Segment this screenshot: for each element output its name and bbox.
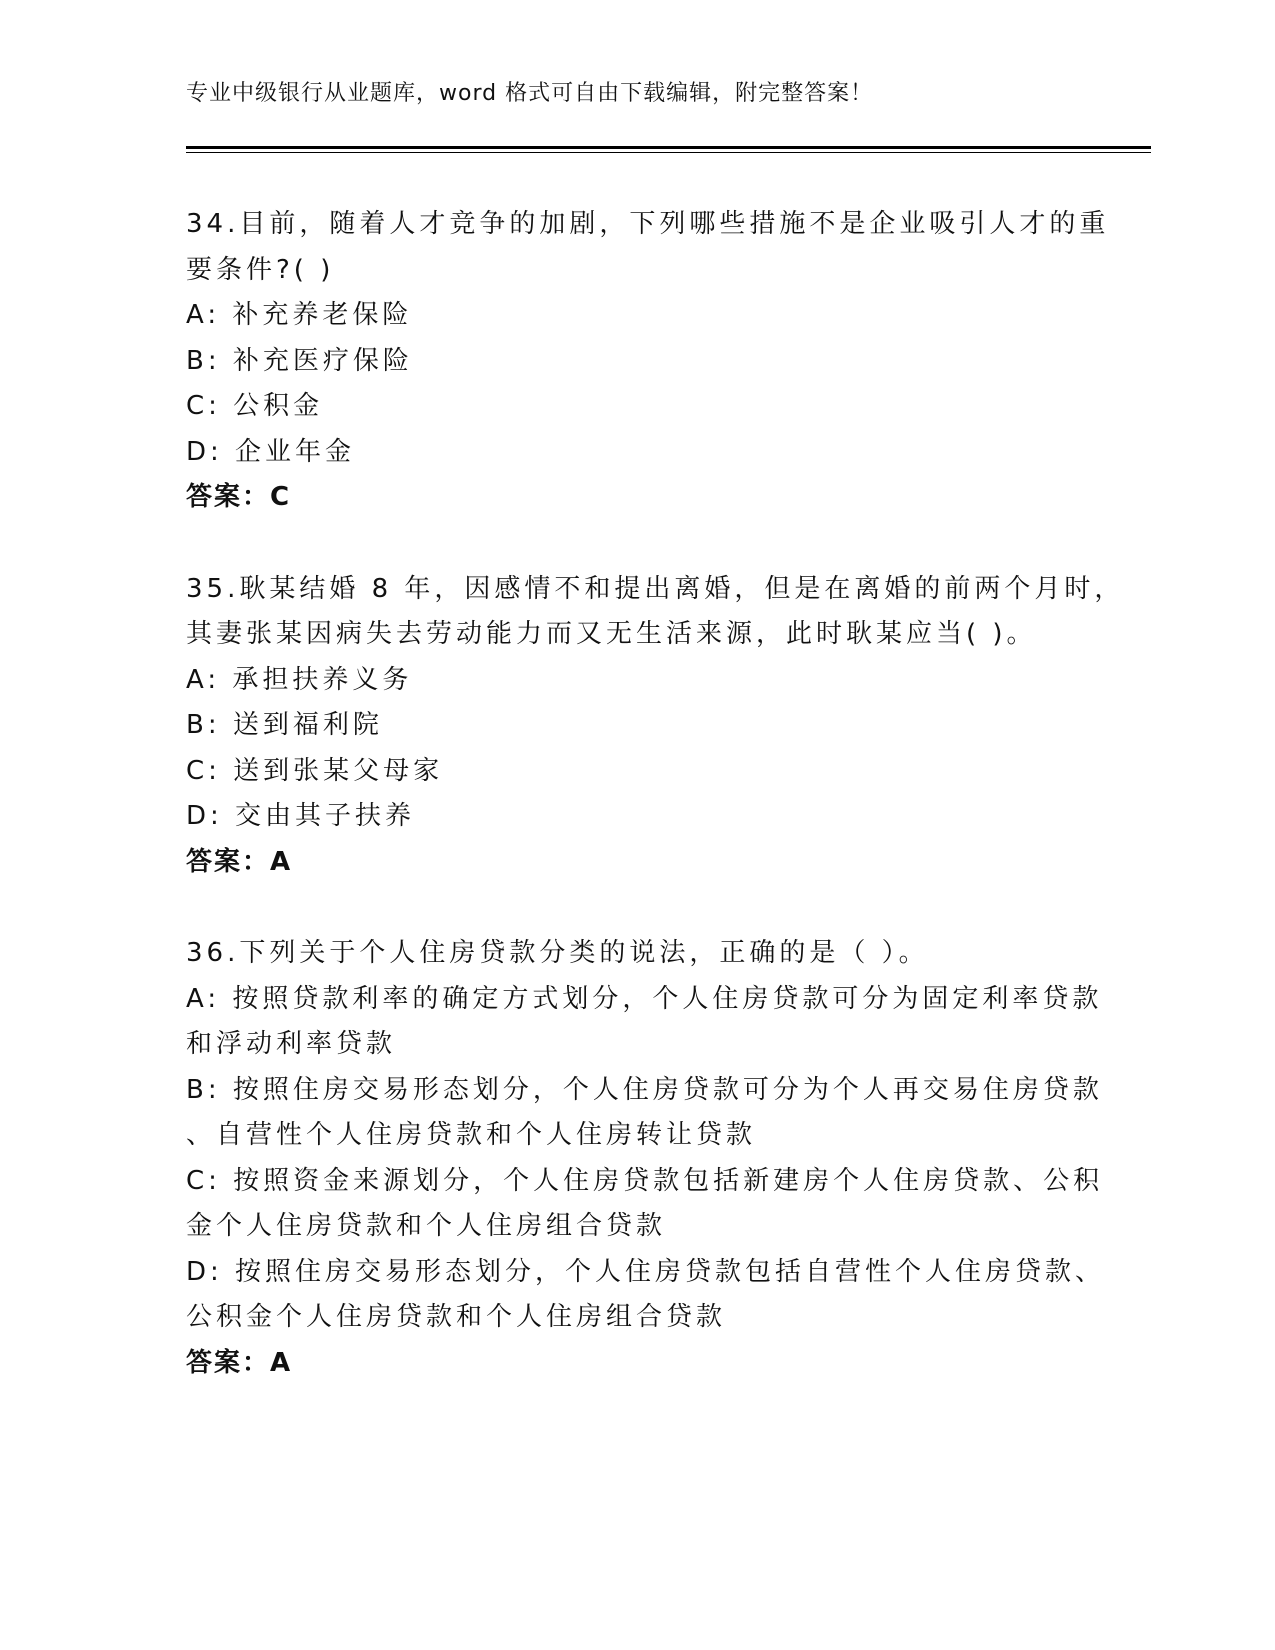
question-list — [186, 202, 1125, 1386]
question-34 — [186, 202, 1110, 521]
answer-line: 答案：C — [186, 482, 292, 512]
option-d-continuation: 公积金个人住房贷款和个人住房组合贷款 — [186, 1302, 727, 1332]
question-stem-line: 34.目前，随着人才竞争的加剧，下列哪些措施不是企业吸引人才的重 — [186, 209, 1110, 239]
question-35 — [186, 567, 1125, 886]
option-d: D: 企业年金 — [186, 436, 356, 467]
option-c: C: 公积金 — [186, 391, 324, 421]
question-36 — [186, 931, 1106, 1386]
option-b: B: 补充医疗保险 — [186, 345, 413, 376]
question-stem-line: 其妻张某因病失去劳动能力而又无生活来源，此时耿某应当( )。 — [186, 619, 1037, 649]
answer-line: 答案：A — [186, 846, 293, 877]
header-divider-thick — [186, 146, 1151, 149]
question-stem-line: 36.下列关于个人住房贷款分类的说法，正确的是（ ）。 — [186, 938, 929, 968]
header-divider-thin — [186, 152, 1151, 153]
option-a: A: 补充养老保险 — [186, 300, 413, 330]
option-a: A: 承担扶养义务 — [186, 664, 413, 695]
answer-line: 答案：A — [186, 1347, 293, 1378]
option-d: D: 按照住房交易形态划分，个人住房贷款包括自营性个人住房贷款、 — [186, 1256, 1106, 1287]
page-header: 专业中级银行从业题库，word 格式可自由下载编辑，附完整答案！ — [186, 81, 874, 106]
question-stem-line: 要条件?( ) — [186, 254, 335, 285]
option-a: A: 按照贷款利率的确定方式划分，个人住房贷款可分为固定利率贷款 — [186, 983, 1103, 1014]
option-b-continuation: 、自营性个人住房贷款和个人住房转让贷款 — [186, 1120, 757, 1150]
option-c: C: 按照资金来源划分，个人住房贷款包括新建房个人住房贷款、公积 — [186, 1165, 1104, 1196]
option-c-continuation: 金个人住房贷款和个人住房组合贷款 — [186, 1211, 667, 1241]
question-stem-line: 35.耿某结婚 8 年，因感情不和提出离婚，但是在离婚的前两个月时， — [186, 573, 1125, 604]
option-d: D: 交由其子扶养 — [186, 801, 416, 831]
option-b: B: 送到福利院 — [186, 710, 383, 740]
option-b: B: 按照住房交易形态划分，个人住房贷款可分为个人再交易住房贷款 — [186, 1074, 1103, 1105]
option-c: C: 送到张某父母家 — [186, 755, 444, 786]
option-a-continuation: 和浮动利率贷款 — [186, 1029, 397, 1059]
